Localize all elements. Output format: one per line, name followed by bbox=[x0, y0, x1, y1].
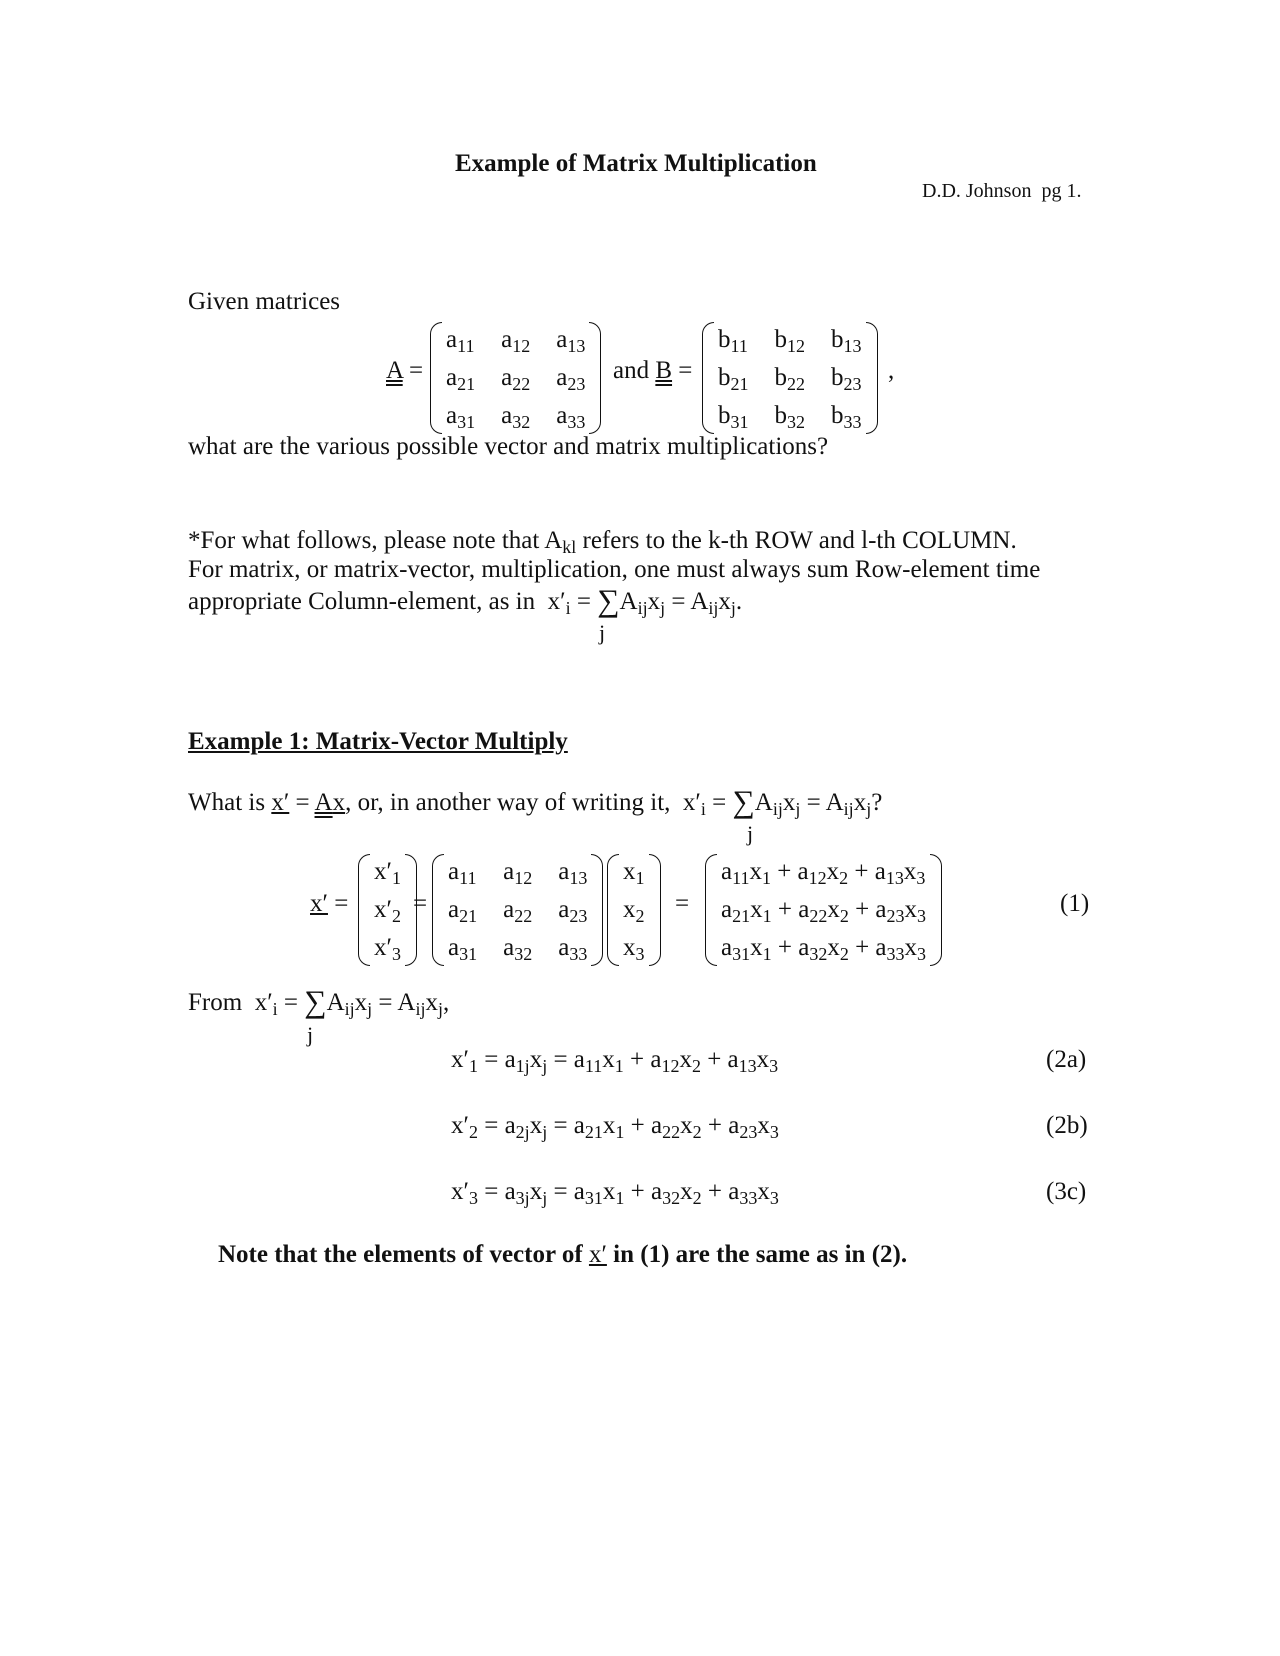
given-text: Given matrices bbox=[188, 288, 341, 315]
matrix-B bbox=[702, 322, 878, 434]
sum-index: j bbox=[747, 821, 754, 846]
question-text: what are the various possible vector and matrix multiplications? bbox=[188, 433, 829, 460]
from-line: From $x'_i = \sum A_{ij}x_j = A_{ij}x_j$, bbox=[188, 984, 450, 1020]
matrix-a23: $a_{23}$ bbox=[556, 364, 586, 395]
author-name: D.D. Johnson bbox=[922, 180, 1032, 202]
matrix-a22: $a_{22}$ bbox=[501, 364, 531, 395]
matrix-b31: $b_{31}$ bbox=[718, 402, 749, 433]
xprime-vector: $x'_1$ $x'_2$ $x'_3$ bbox=[358, 854, 417, 966]
result-vector: $a_{11}x_1 + a_{12}x_2 + a_{13}x_3$ $a_{21}x_1 + a_{22}x_2 + a_{23}x_3$ $a_{31}x_1 + a_{32}x_2 + a_{33}x_3$ bbox=[705, 854, 942, 966]
matrix-A-label: A = bbox=[386, 357, 424, 384]
note-line-3: appropriate Column-element, as in $x'_i = \sum A_{ij}x_j = A_{ij}x_j$. bbox=[188, 583, 743, 619]
matrix-a31: $a_{31}$ bbox=[446, 402, 476, 433]
matrix-a21: $a_{21}$ bbox=[446, 364, 476, 395]
matrix-a32: $a_{32}$ bbox=[501, 402, 531, 433]
matrix-A bbox=[430, 322, 601, 434]
matrix-a12: $a_{12}$ bbox=[501, 326, 531, 357]
matrix-b32: $b_{32}$ bbox=[774, 402, 805, 433]
note-line-2: For matrix, or matrix-vector, multiplication, one must always sum Row-element time bbox=[188, 556, 1041, 583]
page-title: Example of Matrix Multiplication bbox=[455, 150, 817, 177]
equation-2b: $x'_2 = a_{2j}x_j = a_{21}x_1 + a_{22}x_2 + a_{23}x_3$ bbox=[451, 1112, 779, 1143]
matrix-B-name: B bbox=[655, 357, 673, 384]
matrix-b12: $b_{12}$ bbox=[774, 326, 805, 357]
conclusion-note: Note that the elements of vector of x′ in (1) are the same as in (2). bbox=[218, 1241, 908, 1268]
matrix-b23: $b_{23}$ bbox=[831, 364, 862, 395]
equation-label-2b: (2b) bbox=[1046, 1112, 1088, 1139]
equation-3c: $x'_3 = a_{3j}x_j = a_{31}x_1 + a_{32}x_2 + a_{33}x_3$ bbox=[451, 1178, 779, 1209]
matrix-a13: $a_{13}$ bbox=[556, 326, 586, 357]
matrix-b22: $b_{22}$ bbox=[774, 364, 805, 395]
example1-question: What is x′ = Ax, or, in another way of writing it, $x'_i = \sum A_{ij}x_j = A_{ij}x_j$? bbox=[188, 784, 883, 820]
sum-index: j bbox=[599, 620, 606, 645]
matrix-a11: $a_{11}$ bbox=[446, 326, 475, 357]
comma: , bbox=[888, 357, 895, 384]
equation-label-2a: (2a) bbox=[1046, 1046, 1087, 1073]
matrix-A-name: A bbox=[386, 357, 403, 384]
sum-formula: $x'_i = \sum A_{ij}x_j = A_{ij}x_j$. bbox=[547, 583, 743, 619]
author-page-label bbox=[922, 180, 1081, 203]
matrix-b21: $b_{21}$ bbox=[718, 364, 749, 395]
example1-heading: Example 1: Matrix-Vector Multiply bbox=[188, 728, 568, 755]
equation-label-3c: (3c) bbox=[1046, 1178, 1087, 1205]
equation-2a: $x'_1 = a_{1j}x_j = a_{11}x_1 + a_{12}x_2 + a_{13}x_3$ bbox=[451, 1046, 779, 1077]
matrix-b11: $b_{11}$ bbox=[718, 326, 748, 357]
x-vector: $x_1$ $x_2$ $x_3$ bbox=[607, 854, 661, 966]
equals-sign: = bbox=[413, 890, 428, 917]
note-line-1: *For what follows, please note that $A_{kl}$ refers to the k-th ROW and l-th COLUMN. bbox=[188, 527, 1017, 558]
matrix-b13: $b_{13}$ bbox=[831, 326, 862, 357]
page-number: pg 1. bbox=[1041, 180, 1082, 202]
and-text: and B = bbox=[613, 357, 693, 384]
xprime-label: x′ = bbox=[310, 890, 349, 917]
matrix-b33: $b_{33}$ bbox=[831, 402, 862, 433]
equals-sign: = bbox=[675, 890, 690, 917]
matrix-a33: $a_{33}$ bbox=[556, 402, 586, 433]
equation-label-1: (1) bbox=[1060, 890, 1090, 917]
sum-index: j bbox=[307, 1022, 314, 1047]
matrix-A-eq1: $a_{11}$ $a_{12}$ $a_{13}$ $a_{21}$ $a_{22}$ $a_{23}$ $a_{31}$ $a_{32}$ $a_{33}$ bbox=[432, 854, 603, 966]
